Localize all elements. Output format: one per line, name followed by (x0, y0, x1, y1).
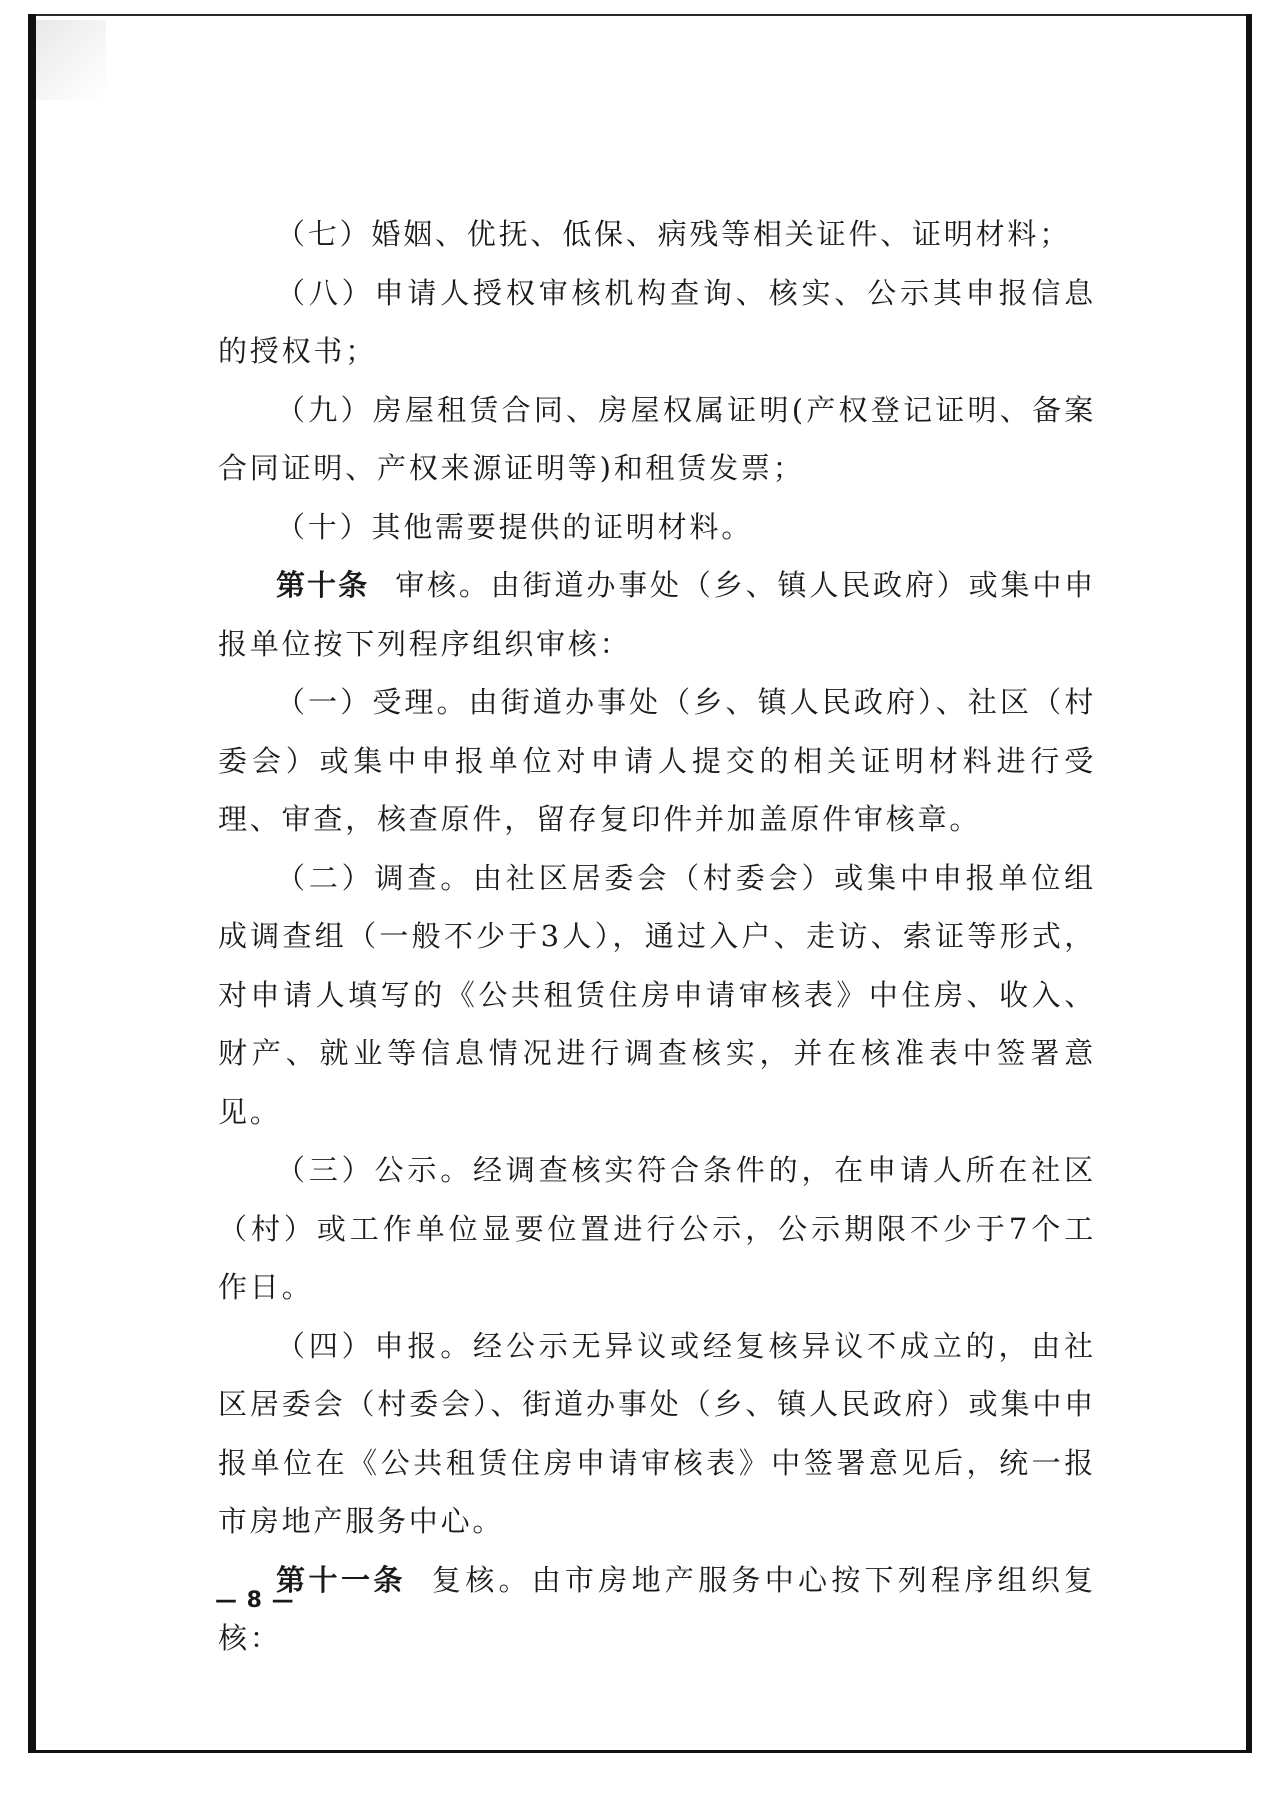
paragraph-text: 审核。由街道办事处（乡、镇人民政府）或集中申报单位按下列程序组织审核： (218, 568, 1096, 661)
paragraph-step-3 (218, 1141, 1096, 1317)
paragraph-text: （九）房屋租赁合同、房屋权属证明(产权登记证明、备案合同证明、产权来源证明等)和租赁发票； (218, 392, 1096, 485)
paragraph-text: 复核。由市房地产服务中心按下列程序组织复核： (218, 1562, 1096, 1655)
scan-smudge (36, 20, 106, 100)
scan-border-left (28, 14, 36, 1752)
paragraph-text: （十）其他需要提供的证明材料。 (276, 509, 754, 544)
paragraph-item-7 (218, 205, 1096, 264)
paragraph-text: （八）申请人授权审核机构查询、核实、公示其申报信息的授权书； (218, 275, 1096, 368)
article-heading: 第十一条 (276, 1562, 406, 1597)
paragraph-text: （七）婚姻、优抚、低保、病残等相关证件、证明材料； (276, 217, 1072, 251)
document-body (218, 205, 1096, 1668)
paragraph-item-8 (218, 264, 1096, 381)
paragraph-item-10 (218, 498, 1096, 557)
page-number: — 8 — (215, 1588, 295, 1613)
article-10 (218, 556, 1096, 673)
paragraph-text: （二）调查。由社区居委会（村委会）或集中申报单位组成调查组（一般不少于3人），通过入户、走访、索证等形式，对申请人填写的《公共租赁住房申请审核表》中住房、收入、财产、就业等信息情况进行调查核实，并在核准表中签署意见。 (218, 860, 1096, 1129)
paragraph-text: （三）公示。经调查核实符合条件的，在申请人所在社区（村）或工作单位显要位置进行公示，公示期限不少于7个工作日。 (218, 1153, 1096, 1304)
scan-border-top (28, 14, 1252, 16)
paragraph-step-2 (218, 849, 1096, 1142)
scan-border-right (1246, 14, 1252, 1752)
paragraph-text: （一）受理。由街道办事处（乡、镇人民政府）、社区（村委会）或集中申报单位对申请人提交的相关证明材料进行受理、审查，核查原件，留存复印件并加盖原件审核章。 (218, 685, 1096, 836)
article-11 (218, 1551, 1096, 1668)
article-heading: 第十条 (276, 568, 370, 602)
paragraph-step-4 (218, 1317, 1096, 1551)
paragraph-item-9 (218, 381, 1096, 498)
paragraph-text: （四）申报。经公示无异议或经复核异议不成立的，由社区居委会（村委会）、街道办事处（乡、镇人民政府）或集中申报单位在《公共租赁住房申请审核表》中签署意见后，统一报市房地产服务中心。 (218, 1328, 1096, 1538)
paragraph-step-1 (218, 673, 1096, 849)
scan-border-bottom (28, 1750, 1252, 1753)
